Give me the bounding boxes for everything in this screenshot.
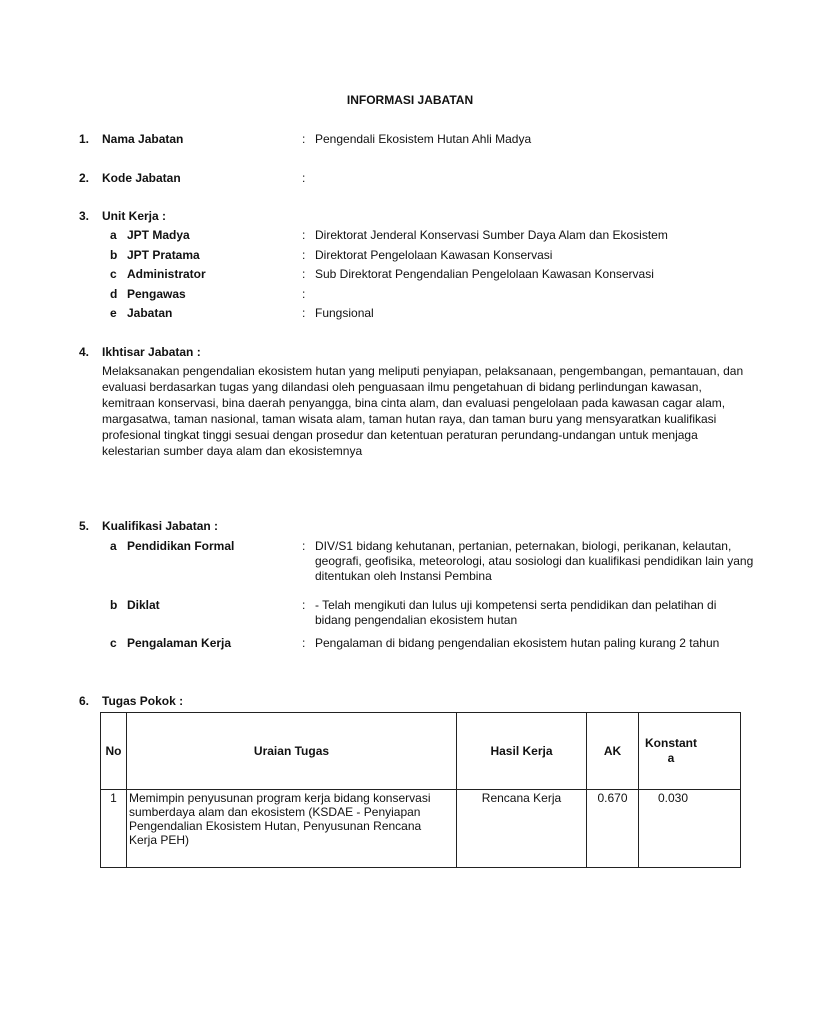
kualifikasi-label-diklat: Diklat <box>127 598 160 612</box>
kualifikasi-colon: : <box>302 598 306 612</box>
header-hasil-kerja: Hasil Kerja <box>457 713 587 790</box>
table-header-row <box>101 713 741 790</box>
unit-kerja-item-label: Administrator <box>127 267 206 281</box>
header-no: No <box>101 713 127 790</box>
unit-kerja-item-label: Jabatan <box>127 306 173 320</box>
unit-kerja-item-label: Pengawas <box>127 287 186 301</box>
unit-kerja-item-value: Sub Direktorat Pengendalian Pengelolaan Kawasan Konservasi <box>315 267 654 281</box>
ikhtisar-line: margasatwa, taman nasional, taman wisata alam, taman hutan raya, dan taman buru yang mensyaratkan kualifikasi <box>102 412 717 426</box>
cell-konstanta <box>639 790 741 868</box>
ikhtisar-line: profesional tingkat tinggi sesuai dengan prosedur dan ketentuan peraturan perundang-undangan untuk menjaga <box>102 428 698 442</box>
cell-no-text: 1 <box>110 791 117 805</box>
unit-kerja-item-colon: : <box>302 248 306 262</box>
ikhtisar-line: kelestarian sumber daya alam dan ekosistemnya <box>102 444 363 458</box>
unit-kerja-item-value: Direktorat Jenderal Konservasi Sumber Daya Alam dan Ekosistem <box>315 228 668 242</box>
kualifikasi-colon: : <box>302 539 306 553</box>
header-konstanta <box>639 713 741 790</box>
cell-konstanta-text: 0.030 <box>657 791 689 805</box>
unit-kerja-item-letter: e <box>110 306 117 320</box>
unit-kerja-item-letter: a <box>110 228 117 242</box>
pendidikan-line: ditentukan oleh Instansi Pembina <box>315 569 492 583</box>
uraian-line: Pengendalian Ekosistem Hutan, Penyusunan Rencana <box>129 819 422 833</box>
unit-kerja-item-colon: : <box>302 267 306 281</box>
unit-kerja-item-value: Fungsional <box>315 306 374 320</box>
kualifikasi-colon: : <box>302 636 306 650</box>
unit-kerja-item-letter: d <box>110 287 118 301</box>
cell-ak-text: 0.670 <box>597 791 628 805</box>
cell-no <box>101 790 127 868</box>
section-5-label: Kualifikasi Jabatan : <box>102 519 219 533</box>
section-2-number: 2. <box>79 171 90 185</box>
diklat-line: bidang pengendalian ekosistem hutan <box>315 613 518 627</box>
section-1-label: Nama Jabatan <box>102 132 184 146</box>
uraian-line: sumberdaya alam dan ekosistem (KSDAE - Penyiapan <box>129 805 421 819</box>
uraian-line: Memimpin penyusunan program kerja bidang konservasi <box>129 791 431 805</box>
header-ak: AK <box>587 713 639 790</box>
kualifikasi-label-pendidikan: Pendidikan Formal <box>127 539 235 553</box>
section-4-label: Ikhtisar Jabatan : <box>102 345 201 359</box>
ikhtisar-line: Melaksanakan pengendalian ekosistem hutan yang meliputi penyiapan, pelaksanaan, pengembangan, pemantauan, dan <box>102 364 744 378</box>
unit-kerja-item-label: JPT Madya <box>127 228 190 242</box>
section-1-number: 1. <box>79 132 90 146</box>
document-title: INFORMASI JABATAN <box>346 93 474 107</box>
section-1-value: Pengendali Ekosistem Hutan Ahli Madya <box>315 132 532 146</box>
cell-hasil-text: Rencana Kerja <box>481 791 562 805</box>
header-konstanta-line: Konstant <box>645 736 697 750</box>
cell-hasil-kerja <box>457 790 587 868</box>
section-4-number: 4. <box>79 345 90 359</box>
section-2-colon: : <box>302 171 306 185</box>
header-konstanta-line: a <box>667 751 675 765</box>
kualifikasi-letter: b <box>110 598 118 612</box>
ikhtisar-line: kemitraan konservasi, bina daerah penyangga, bina cinta alam, dan evaluasi pengelolaan pada kawasan cagar alam, <box>102 396 726 410</box>
section-5-number: 5. <box>79 519 90 533</box>
tugas-pokok-table <box>100 712 741 868</box>
pendidikan-line: geografi, geofisika, meteorologi, atau sosiologi dan kualifikasi pendidikan lain yang <box>315 554 754 568</box>
section-6-number: 6. <box>79 694 90 708</box>
unit-kerja-item-label: JPT Pratama <box>127 248 200 262</box>
section-1-colon: : <box>302 132 306 146</box>
section-2-label: Kode Jabatan <box>102 171 181 185</box>
section-3-number: 3. <box>79 209 90 223</box>
table-row <box>101 790 741 868</box>
unit-kerja-item-value: Direktorat Pengelolaan Kawasan Konservasi <box>315 248 553 262</box>
cell-uraian <box>127 790 457 868</box>
unit-kerja-item-colon: : <box>302 228 306 242</box>
header-uraian-tugas: Uraian Tugas <box>127 713 457 790</box>
diklat-line: - Telah mengikuti dan lulus uji kompetensi serta pendidikan dan pelatihan di <box>315 598 717 612</box>
unit-kerja-item-colon: : <box>302 287 306 301</box>
section-6-label: Tugas Pokok : <box>102 694 184 708</box>
pendidikan-line: DIV/S1 bidang kehutanan, pertanian, peternakan, biologi, perikanan, kelautan, <box>315 539 732 553</box>
ikhtisar-line: evaluasi berdasarkan tugas yang dilandasi oleh penguasaan ilmu pengetahuan di bidang perlindungan kawasan, <box>102 380 702 394</box>
uraian-line: Kerja PEH) <box>129 833 190 847</box>
kualifikasi-letter: c <box>110 636 117 650</box>
kualifikasi-label-pengalaman: Pengalaman Kerja <box>127 636 232 650</box>
cell-ak <box>587 790 639 868</box>
unit-kerja-item-letter: c <box>110 267 117 281</box>
unit-kerja-item-letter: b <box>110 248 118 262</box>
unit-kerja-item-colon: : <box>302 306 306 320</box>
section-3-label: Unit Kerja : <box>102 209 167 223</box>
pengalaman-line: Pengalaman di bidang pengendalian ekosistem hutan paling kurang 2 tahun <box>315 636 720 650</box>
kualifikasi-letter: a <box>110 539 117 553</box>
